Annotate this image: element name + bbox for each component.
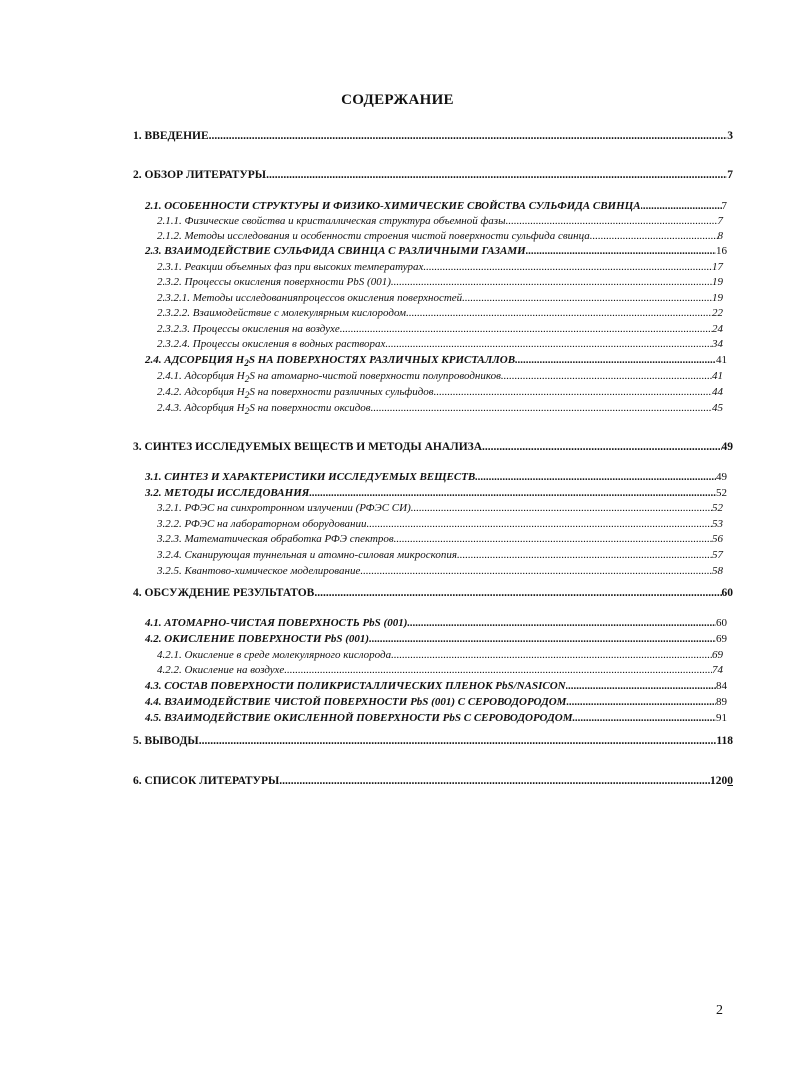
toc-entry-2-3[interactable] [145,244,727,258]
dot-leader [411,501,712,515]
dot-leader [209,129,728,143]
toc-entry-3-2-2[interactable] [157,517,723,531]
dot-leader [566,679,716,693]
toc-entry-page: 60 [721,587,733,599]
dot-leader [266,168,727,182]
toc-entry-title: 2.3.2.3. Процессы окисления на воздухе [157,323,340,335]
dot-leader [369,632,716,646]
toc-entry-title: 2.3.2.1. Методы исследованияпроцессов окисления поверхностей [157,292,463,304]
toc-entry-page: 8 [717,230,723,242]
toc-entry-page: 1200 [710,775,733,787]
toc-entry-page: 49 [721,441,733,453]
toc-entry-page: 17 [712,261,723,273]
toc-entry-page: 7 [727,169,733,181]
toc-entry-page: 74 [712,664,723,676]
toc-entry-page: 58 [712,565,723,577]
toc-entry-4-2-1[interactable] [157,648,723,662]
toc-entry-discussion[interactable] [133,586,733,600]
toc-entry-2-1-1[interactable] [157,214,723,228]
toc-entry-conclusions[interactable] [133,734,733,748]
toc-entry-title: 2.1.2. Методы исследования и особенности строения чистой поверхности сульфида свинца [157,230,590,242]
toc-entry-title: 6. СПИСОК ЛИТЕРАТУРЫ [133,775,280,787]
toc-entry-page: 118 [716,735,733,747]
page-title: СОДЕРЖАНИЕ [341,92,454,108]
toc-entry-page: 60 [716,617,727,629]
dot-leader [641,199,722,213]
toc-entry-title: 2.4.3. Адсорбция $H_2S$ на поверхности оксидов [157,402,371,417]
toc-entry-title: 2.4.1. Адсорбция $H_2S$ на атомарно-чистой поверхности полупроводников [157,370,501,385]
toc-entry-page: 41 [716,354,727,366]
toc-entry-title: 4.3. СОСТАВ ПОВЕРХНОСТИ ПОЛИКРИСТАЛЛИЧЕСКИХ ПЛЕНОК PbS/NASICON [145,680,566,692]
toc-entry-page: 49 [716,471,727,483]
toc-entry-page: 89 [716,696,727,708]
toc-entry-page: 91 [716,712,727,724]
toc-entry-title: 2.3.2. Процессы окисления поверхности PbS (001) [157,276,391,288]
dot-leader [284,663,712,677]
toc-entry-title: 4.2. ОКИСЛЕНИЕ ПОВЕРХНОСТИ PbS (001) [145,633,370,645]
dot-leader [482,440,721,454]
toc-entry-page: 7 [721,200,727,212]
toc-entry-title: 4.5. ВЗАИМОДЕЙСТВИЕ ОКИСЛЕННОЙ ПОВЕРХНОСТИ PbS С СЕРОВОДОРОДОМ [145,712,573,724]
toc-entry-title: 2.3.2.2. Взаимодействие с молекулярным кислородом [157,307,407,319]
toc-entry-2-4-1[interactable] [157,369,723,386]
toc-entry-title: 3.1. СИНТЕЗ И ХАРАКТЕРИСТИКИ ИССЛЕДУЕМЫХ ВЕЩЕСТВ [145,471,476,483]
toc-entry-page: 69 [716,633,727,645]
toc-entry-2-3-1[interactable] [157,260,723,274]
toc-entry-title: 3.2.5. Квантово-химическое моделирование [157,565,361,577]
toc-entry-title: 4.2.2. Окисление на воздухе [157,664,285,676]
toc-entry-title: 4. ОБСУЖДЕНИЕ РЕЗУЛЬТАТОВ [133,587,315,599]
toc-entry-title: 5. ВЫВОДЫ [133,735,199,747]
toc-entry-title: 2.3. ВЗАИМОДЕЙСТВИЕ СУЛЬФИДА СВИНЦА С РАЗЛИЧНЫМИ ГАЗАМИ [145,245,526,257]
toc-entry-page: 16 [716,245,727,257]
toc-entry-title: 2. ОБЗОР ЛИТЕРАТУРЫ [133,169,267,181]
toc-entry-page: 41 [712,370,723,382]
toc-entry-page: 34 [712,338,723,350]
toc-entry-synthesis[interactable] [133,440,733,454]
dot-leader [391,275,712,289]
toc-entry-title: 3.2.1. РФЭС на синхротронном излучении (РФЭС СИ) [157,502,411,514]
dot-leader [462,291,712,305]
toc-entry-page: 53 [712,518,723,530]
toc-entry-page: 52 [716,487,727,499]
dot-leader [371,401,712,415]
toc-entry-title: 3.2.3. Математическая обработка РФЭ спектров [157,533,394,545]
toc-entry-title: 3.2.2. РФЭС на лабораторном оборудовании [157,518,367,530]
toc-entry-title: 2.4.2. Адсорбция $H_2S$ на поверхности различных сульфидов [157,386,434,401]
toc-entry-title: 2.3.1. Реакции объемных фаз при высоких температурах [157,261,424,273]
toc-entry-4-2[interactable] [145,632,727,646]
toc-entry-page: 52 [712,502,723,514]
dot-leader [394,532,712,546]
dot-leader [406,306,712,320]
toc-entry-2-3-2-4[interactable] [157,337,723,351]
dot-leader [526,244,716,258]
toc-entry-page: 57 [712,549,723,561]
toc-entry-title: 2.3.2.4. Процессы окисления в водных растворах [157,338,386,350]
dot-leader [360,564,712,578]
dot-leader [475,470,716,484]
toc-entry-2-4-2[interactable] [157,385,723,402]
dot-leader [506,214,718,228]
page-number: 2 [716,1003,723,1018]
dot-leader [572,711,716,725]
dot-leader [407,616,716,630]
dot-leader [279,774,710,788]
toc-entry-3-2[interactable] [145,486,727,500]
toc-entry-page: 22 [712,307,723,319]
dot-leader [434,385,712,399]
dot-leader [457,548,712,562]
toc-entry-4-4[interactable] [145,695,727,709]
toc-entry-page: 3 [727,130,733,142]
toc-entry-title: 2.1.1. Физические свойства и кристаллическая структура объемной фазы [157,215,506,227]
toc-entry-title: 1. ВВЕДЕНИЕ [133,130,209,142]
toc-entry-page: 24 [712,323,723,335]
toc-entry-page: 19 [712,292,723,304]
toc-entry-2-3-2-3[interactable] [157,322,723,336]
dot-leader [566,695,716,709]
dot-leader [501,369,712,383]
dot-leader [590,229,718,243]
toc-entry-2-4[interactable] [145,353,727,370]
toc-entry-page: 7 [717,215,723,227]
dot-leader [199,734,717,748]
dot-leader [423,260,712,274]
toc-entry-3-2-1[interactable] [157,501,723,515]
toc-entry-2-1[interactable] [145,199,727,213]
toc-entry-literature-review[interactable] [133,168,733,182]
toc-entry-2-3-2-1[interactable] [157,291,723,305]
toc-entry-3-1[interactable] [145,470,727,484]
toc-entry-title: 3. СИНТЕЗ ИССЛЕДУЕМЫХ ВЕЩЕСТВ И МЕТОДЫ АНАЛИЗА [133,441,483,453]
dot-leader [340,322,712,336]
toc-entry-3-2-3[interactable] [157,532,723,546]
toc-entry-introduction[interactable] [133,129,733,143]
dot-leader [314,586,721,600]
toc-entry-page: 44 [712,386,723,398]
toc-entry-4-3[interactable] [145,679,727,693]
dot-leader [391,648,712,662]
toc-entry-title: 3.2.4. Сканирующая туннельная и атомно-силовая микроскопия [157,549,457,561]
toc-entry-4-2-2[interactable] [157,663,723,677]
toc-entry-title: 2.4. АДСОРБЦИЯ $H_2S$ НА ПОВЕРХНОСТЯХ РАЗЛИЧНЫХ КРИСТАЛЛОВ [145,354,516,369]
toc-entry-2-4-3[interactable] [157,401,723,418]
dot-leader [515,353,716,367]
toc-entry-page: 56 [712,533,723,545]
toc-entry-references[interactable] [133,774,733,788]
toc-entry-title: 2.1. ОСОБЕННОСТИ СТРУКТУРЫ И ФИЗИКО-ХИМИЧЕСКИЕ СВОЙСТВА СУЛЬФИДА СВИНЦА [145,200,641,212]
toc-entry-page: 84 [716,680,727,692]
toc-entry-3-2-4[interactable] [157,548,723,562]
toc-entry-4-1[interactable] [145,616,727,630]
dot-leader [309,486,716,500]
toc-entry-2-3-2[interactable] [157,275,723,289]
toc-entry-page: 19 [712,276,723,288]
toc-entry-title: 4.1. АТОМАРНО-ЧИСТАЯ ПОВЕРХНОСТЬ PbS (001) [145,617,408,629]
toc-entry-title: 3.2. МЕТОДЫ ИССЛЕДОВАНИЯ [145,487,310,499]
toc-entry-title: 4.4. ВЗАИМОДЕЙСТВИЕ ЧИСТОЙ ПОВЕРХНОСТИ PbS (001) С СЕРОВОДОРОДОМ [145,696,567,708]
toc-entry-2-3-2-2[interactable] [157,306,723,320]
toc-entry-page: 69 [712,649,723,661]
dot-leader [385,337,712,351]
dot-leader [367,517,712,531]
toc-entry-title: 4.2.1. Окисление в среде молекулярного кислорода [157,649,392,661]
toc-entry-2-1-2[interactable] [157,229,723,243]
toc-entry-page: 45 [712,402,723,414]
toc-entry-4-5[interactable] [145,711,727,725]
toc-entry-3-2-5[interactable] [157,564,723,578]
